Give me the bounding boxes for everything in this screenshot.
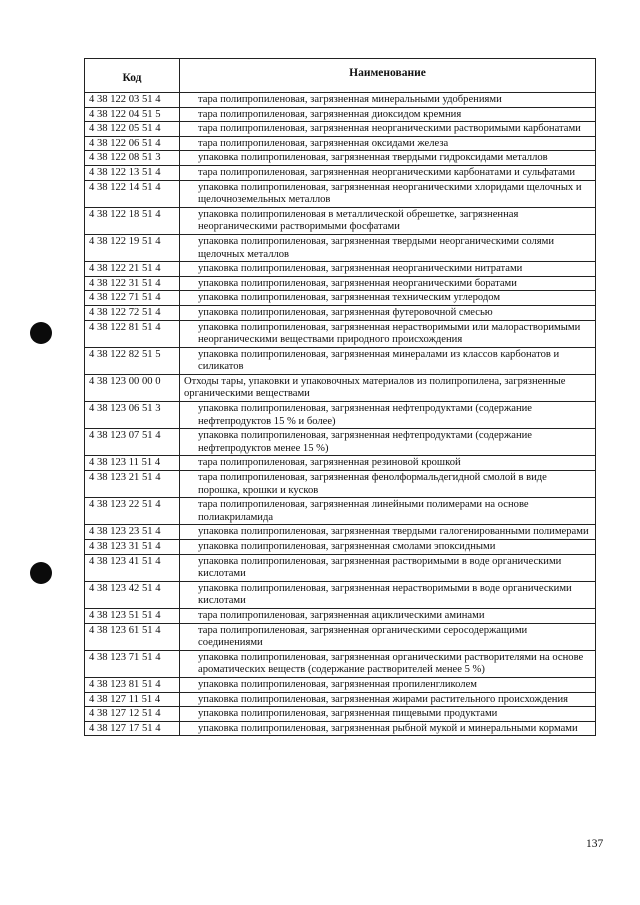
row-name: упаковка полипропиленовая, загрязненная минералами из классов карбонатов и силикатов [198,348,560,373]
row-name: упаковка полипропиленовая, загрязненная неорганическими хлоридами щелочных и щелочноземельных металлов [198,181,582,206]
row-code: 4 38 123 41 51 4 [85,555,180,581]
row-code: 4 38 122 13 51 4 [85,166,180,180]
row-code: 4 38 122 06 51 4 [85,137,180,151]
row-code: 4 38 127 11 51 4 [85,693,180,707]
table-row [85,151,595,166]
row-code: 4 38 122 18 51 4 [85,208,180,234]
row-code: 4 38 122 14 51 4 [85,181,180,207]
row-name: тара полипропиленовая, загрязненная оксидами железа [198,137,449,149]
table-row [85,498,595,525]
row-code: 4 38 123 81 51 4 [85,678,180,692]
table-row [85,540,595,555]
row-name: упаковка полипропиленовая, загрязненная смолами эпоксидными [198,541,496,552]
row-code: 4 38 123 61 51 4 [85,624,180,650]
table-row [85,624,595,651]
row-name: упаковка полипропиленовая, загрязненная футеровочной смесью [198,306,493,318]
row-name: упаковка полипропиленовая, загрязненная нерастворимыми в воде органическими кислотами [198,582,572,607]
row-name: упаковка полипропиленовая, загрязненная нефтепродуктами (содержание нефтепродуктов 15 % и более) [198,403,533,427]
row-code: 4 38 123 23 51 4 [85,525,180,539]
table-row [85,108,595,123]
row-code: 4 38 122 82 51 5 [85,348,180,374]
table-row [85,137,595,152]
row-name: упаковка полипропиленовая, загрязненная неорганическими боратами [198,277,517,289]
row-code: 4 38 123 00 00 0 [85,375,180,401]
row-code: 4 38 122 19 51 4 [85,235,180,261]
row-name: упаковка полипропиленовая, загрязненная жирами растительного происхождения [198,693,568,705]
row-name: упаковка полипропиленовая, загрязненная неорганическими нитратами [198,263,523,275]
table-row [85,471,595,498]
row-name: упаковка полипропиленовая, загрязненная твердыми галогенированными полимерами [198,526,589,538]
table-row [85,678,595,693]
row-code: 4 38 122 21 51 4 [85,262,180,276]
table-row [85,93,595,108]
row-code: 4 38 123 21 51 4 [85,471,180,497]
row-code: 4 38 122 71 51 4 [85,291,180,305]
table-row [85,722,595,736]
row-code: 4 38 127 12 51 4 [85,707,180,721]
row-name: тара полипропиленовая, загрязненная органическими серосодержащими соединениями [198,624,528,649]
row-code: 4 38 123 06 51 3 [85,402,180,428]
binder-hole-bottom [30,562,52,584]
row-code: 4 38 123 22 51 4 [85,498,180,524]
row-code: 4 38 122 72 51 4 [85,306,180,320]
row-name: упаковка полипропиленовая, загрязненная рыбной мукой и минеральными кормами [198,722,578,734]
table-row [85,181,595,208]
row-name: тара полипропиленовая, загрязненная ациклическими аминами [198,609,485,621]
waste-codes-table [84,58,596,736]
table-row [85,122,595,137]
row-name: упаковка полипропиленовая, загрязненная органическими растворителями на основе ароматических веществ (содержание растворителей менее 5 %) [198,651,584,676]
table-row [85,166,595,181]
row-code: 4 38 122 03 51 4 [85,93,180,107]
table-row [85,609,595,624]
row-name: Отходы тары, упаковки и упаковочных материалов из полипропилена, загрязненные органическими веществами [184,375,566,400]
page-number: 137 [586,838,604,850]
row-name: упаковка полипропиленовая, загрязненная твердыми гидроксидами металлов [198,152,548,164]
row-code: 4 38 123 11 51 4 [85,456,180,470]
row-code: 4 38 122 31 51 4 [85,277,180,291]
row-code: 4 38 127 17 51 4 [85,722,180,736]
table-row [85,693,595,708]
table-row [85,277,595,292]
table-row [85,456,595,471]
row-name: упаковка полипропиленовая, загрязненная нерастворимыми или малорастворимыми неорганическими веществами природного происхождения [198,321,581,346]
table-row [85,402,595,429]
row-code: 4 38 123 07 51 4 [85,429,180,455]
row-name: тара полипропиленовая, загрязненная резиновой крошкой [198,457,461,469]
row-name: упаковка полипропиленовая, загрязненная растворимыми в воде органическими кислотами [198,555,562,580]
row-code: 4 38 122 81 51 4 [85,321,180,347]
row-code: 4 38 123 51 51 4 [85,609,180,623]
table-row [85,291,595,306]
table-row [85,555,595,582]
table-group-row [85,375,595,402]
row-name: упаковка полипропиленовая, загрязненная пищевыми продуктами [198,708,498,720]
table-row [85,651,595,678]
row-name: тара полипропиленовая, загрязненная неорганическими растворимыми карбонатами [198,123,581,135]
table-row [85,348,595,375]
row-code: 4 38 123 31 51 4 [85,540,180,554]
header-name: Наименование [349,66,426,79]
table-row [85,707,595,722]
row-name: упаковка полипропиленовая, загрязненная техническим углеродом [198,292,501,304]
row-code: 4 38 123 71 51 4 [85,651,180,677]
table-row [85,208,595,235]
table-row [85,525,595,540]
row-name: тара полипропиленовая, загрязненная неорганическими карбонатами и сульфатами [198,166,576,178]
row-name: упаковка полипропиленовая, загрязненная пропиленгликолем [198,678,477,690]
table-body [85,93,595,735]
row-code: 4 38 122 04 51 5 [85,108,180,122]
row-name: тара полипропиленовая, загрязненная фенолформальдегидной смолой в виде порошка, крошки и кусков [198,472,547,496]
table-row [85,306,595,321]
table-row [85,582,595,609]
binder-hole-top [30,322,52,344]
table-row [85,429,595,456]
table-header [85,59,595,93]
table-row [85,321,595,348]
row-name: упаковка полипропиленовая, загрязненная нефтепродуктами (содержание нефтепродуктов менее 15 %) [198,430,533,454]
row-name: тара полипропиленовая, загрязненная линейными полимерами на основе полиакриламида [198,499,529,523]
table-row [85,262,595,277]
row-code: 4 38 122 08 51 3 [85,151,180,165]
header-code: Код [85,59,180,92]
row-name: тара полипропиленовая, загрязненная диоксидом кремния [198,108,462,120]
table-row [85,235,595,262]
row-code: 4 38 123 42 51 4 [85,582,180,608]
row-name: упаковка полипропиленовая, загрязненная твердыми неорганическими солями щелочных металлов [198,235,555,260]
row-code: 4 38 122 05 51 4 [85,122,180,136]
row-name: тара полипропиленовая, загрязненная минеральными удобрениями [198,94,502,105]
row-name: упаковка полипропиленовая в металлической обрешетке, загрязненная неорганическими растворимыми фосфатами [198,208,519,233]
